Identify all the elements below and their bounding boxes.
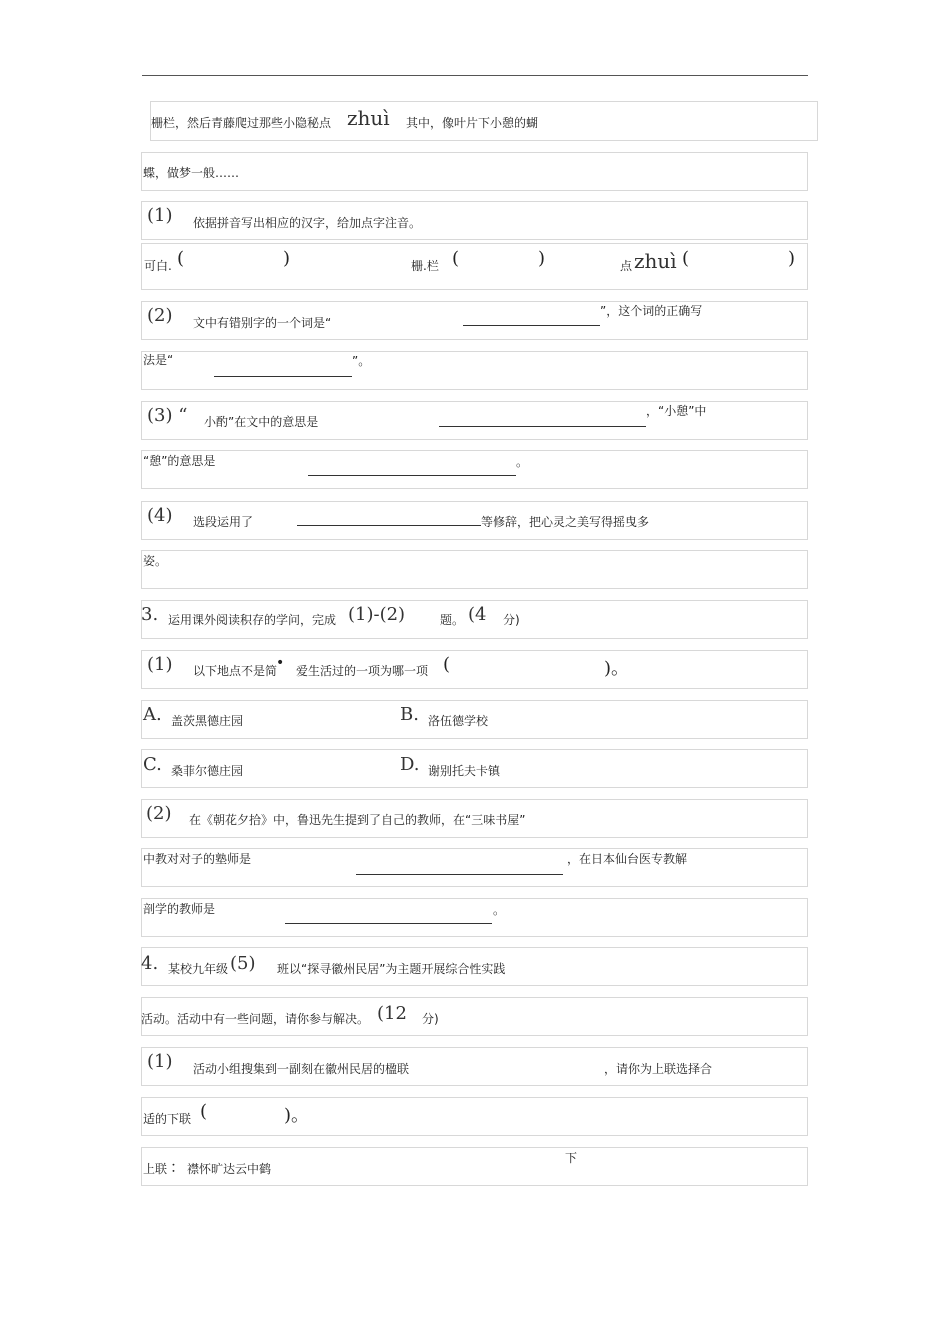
answer-blank[interactable] bbox=[439, 426, 646, 427]
section-text: 题。 bbox=[440, 613, 465, 627]
question-text: 中教对对子的塾师是 bbox=[143, 852, 252, 866]
option-b-text[interactable]: 洛伍德学校 bbox=[428, 714, 489, 728]
question-text: “憩”的意思是 bbox=[143, 454, 216, 468]
question-text: ”，这个词的正确写 bbox=[600, 304, 703, 318]
section-3-q2-row-3 bbox=[141, 898, 808, 937]
question-text: 以下地点不是简 bbox=[193, 664, 278, 678]
close-paren: )。 bbox=[604, 658, 630, 679]
question-number: (2) bbox=[147, 305, 173, 326]
question-number: (1) bbox=[147, 1051, 173, 1072]
question-text: 姿。 bbox=[143, 554, 168, 568]
open-paren: ( bbox=[200, 1101, 208, 1122]
item-label: 点 bbox=[620, 259, 633, 273]
open-paren: ( bbox=[443, 654, 451, 675]
question-number: (2) bbox=[146, 803, 172, 824]
question-text: 选段运用了 bbox=[193, 515, 254, 529]
section-number: 4. bbox=[141, 953, 159, 974]
section-number: 3. bbox=[141, 604, 159, 625]
option-c-text[interactable]: 桑菲尔德庄园 bbox=[171, 764, 244, 778]
answer-blank[interactable] bbox=[297, 525, 481, 526]
answer-blank[interactable] bbox=[356, 874, 563, 875]
couplet-colon: ： bbox=[170, 1158, 186, 1176]
option-c-label[interactable]: C. bbox=[143, 754, 162, 775]
question-text: 适的下联 bbox=[143, 1112, 192, 1126]
section-4-q1-row-2 bbox=[141, 1097, 808, 1136]
open-paren: ( bbox=[452, 248, 460, 269]
question-text: 文中有错别字的一个词是“ bbox=[193, 316, 332, 330]
pinyin-text: zhuì bbox=[634, 249, 677, 273]
section-text: 运用课外阅读积存的学问，完成 bbox=[168, 613, 337, 627]
question-text: 等修辞，把心灵之美写得摇曳多 bbox=[481, 515, 650, 529]
option-b-label[interactable]: B. bbox=[400, 704, 419, 725]
couplet-text: 襟怀旷达云中鹤 bbox=[187, 1162, 272, 1176]
open-paren: ( bbox=[177, 248, 185, 269]
question-text: 法是“ bbox=[143, 353, 174, 367]
section-text: 班以“探寻徽州民居”为主题开展综合性实践 bbox=[277, 962, 506, 976]
question-text: ，请你为上联选择合 bbox=[604, 1062, 713, 1076]
close-paren: )。 bbox=[284, 1105, 310, 1126]
section-text: 某校九年级 bbox=[168, 962, 229, 976]
question-text: 小酌”在文中的意思是 bbox=[204, 415, 319, 429]
question-3-row-2 bbox=[141, 450, 808, 489]
passage-text: 栅栏，然后青藤爬过那些小隐秘点 bbox=[151, 116, 332, 130]
question-range: (1)-(2) bbox=[348, 604, 406, 625]
emphasis-dot: • bbox=[276, 655, 285, 671]
class-number: (5) bbox=[230, 953, 256, 974]
question-text: ”。 bbox=[352, 354, 371, 368]
question-text: 在《朝花夕拾》中，鲁迅先生提到了自己的教师，在“三味书屋” bbox=[189, 813, 526, 827]
option-a-text[interactable]: 盖茨黑德庄园 bbox=[171, 714, 244, 728]
open-paren: ( bbox=[682, 248, 690, 269]
question-text: 爱生活过的一项为哪一项 bbox=[296, 664, 429, 678]
answer-blank[interactable] bbox=[463, 325, 600, 326]
question-number: (1) bbox=[147, 205, 173, 226]
close-paren: ) bbox=[788, 248, 796, 269]
item-label: 可白. bbox=[144, 259, 172, 273]
score-unit: 分) bbox=[422, 1012, 439, 1026]
answer-row-q1 bbox=[141, 243, 808, 290]
answer-blank[interactable] bbox=[214, 376, 352, 377]
question-number: (1) bbox=[147, 654, 173, 675]
couplet-right-label: 下 bbox=[565, 1151, 578, 1165]
option-d-text[interactable]: 谢别托夫卡镇 bbox=[428, 764, 501, 778]
answer-blank[interactable] bbox=[308, 475, 516, 476]
question-text: 剖学的教师是 bbox=[143, 902, 216, 916]
answer-blank[interactable] bbox=[285, 923, 492, 924]
question-number: (4) bbox=[147, 505, 173, 526]
pinyin-text: zhuì bbox=[347, 106, 390, 130]
close-paren: ) bbox=[283, 248, 291, 269]
item-label: 栅.栏 bbox=[411, 259, 439, 273]
question-2-row-2 bbox=[141, 351, 808, 390]
passage-text: 其中，像叶片下小憩的蝴 bbox=[406, 116, 539, 130]
passage-line-2 bbox=[141, 152, 808, 191]
question-text: ，“小憩”中 bbox=[646, 404, 707, 418]
couplet-label: 上联 bbox=[143, 1162, 168, 1176]
score-open: (4 bbox=[468, 604, 487, 625]
close-paren: ) bbox=[538, 248, 546, 269]
question-text: 活动小组搜集到一副刻在徽州民居的楹联 bbox=[193, 1062, 410, 1076]
option-d-label[interactable]: D. bbox=[400, 754, 420, 775]
question-text: 依据拼音写出相应的汉字，给加点字注音。 bbox=[193, 216, 422, 230]
question-4-row-2 bbox=[141, 550, 808, 589]
question-text: 。 bbox=[516, 455, 529, 469]
question-number: (3) “ bbox=[147, 405, 188, 426]
question-text: ，在日本仙台医专教解 bbox=[567, 852, 688, 866]
option-a-label[interactable]: A. bbox=[143, 704, 162, 725]
question-text: 。 bbox=[493, 903, 506, 917]
header-rule bbox=[142, 75, 808, 76]
section-text: 活动。活动中有一些问题，请你参与解决。 bbox=[141, 1012, 370, 1026]
passage-text: 蝶，做梦一般…… bbox=[143, 166, 240, 180]
score-open: (12 bbox=[377, 1003, 407, 1024]
score-unit: 分) bbox=[503, 613, 520, 627]
